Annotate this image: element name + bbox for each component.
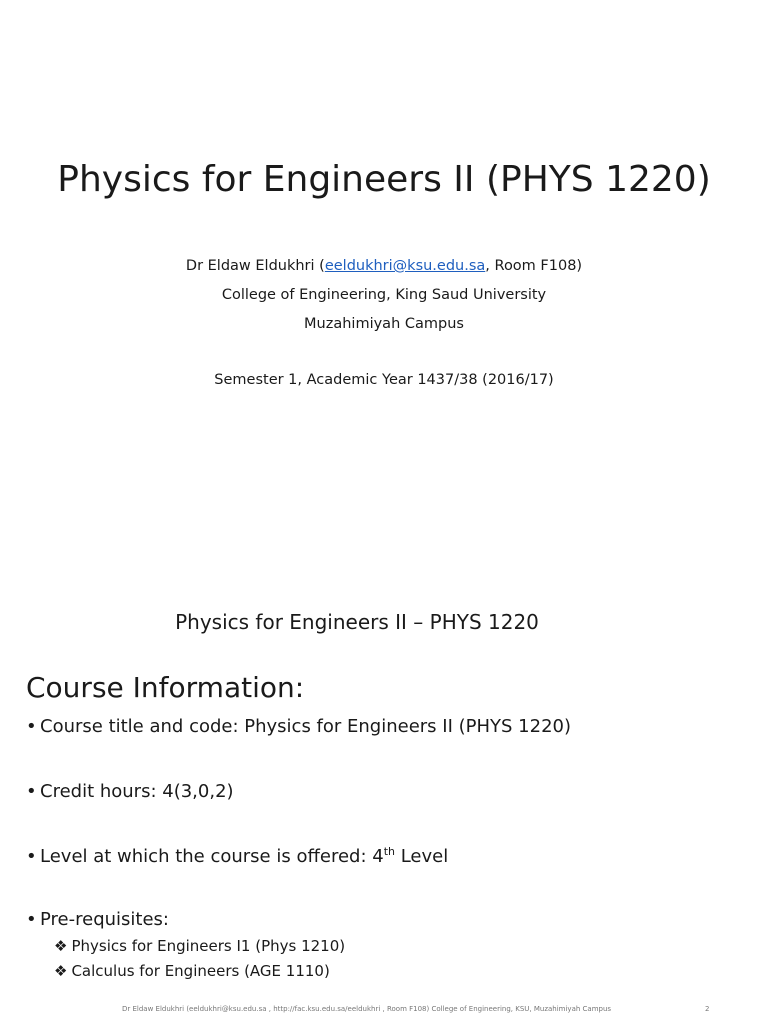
- bullet-dot-icon: •: [26, 781, 37, 802]
- bullet-course-title: [26, 716, 571, 738]
- semester-line: Semester 1, Academic Year 1437/38 (2016/17): [214, 372, 554, 388]
- room-text: , Room F108): [485, 258, 583, 274]
- bullet-level: [26, 845, 448, 868]
- course-info-slide: [0, 580, 768, 1024]
- diamond-bullet-icon: ❖: [54, 962, 68, 980]
- bullet-dot-icon: •: [26, 909, 37, 930]
- bullet-credit-hours: [26, 781, 234, 803]
- prerequisite-item: [54, 962, 330, 980]
- diamond-bullet-icon: ❖: [54, 937, 68, 955]
- bullet-text: Credit hours: 4(3,0,2): [40, 781, 234, 802]
- page-number: 2: [705, 1005, 710, 1013]
- ordinal-suffix: th: [383, 845, 395, 858]
- slide-title: Physics for Engineers II – PHYS 1220: [175, 610, 539, 634]
- prerequisite-text: Physics for Engineers I1 (Phys 1210): [71, 937, 346, 955]
- prerequisite-text: Calculus for Engineers (AGE 1110): [71, 962, 330, 980]
- section-heading: Course Information:: [26, 671, 305, 704]
- bullet-prerequisites: [26, 909, 169, 931]
- college-line: College of Engineering, King Saud University: [221, 287, 547, 303]
- instructor-line: [0, 258, 768, 275]
- instructor-name: Dr Eldaw Eldukhri (: [185, 258, 325, 274]
- slide-title: Physics for Engineers II (PHYS 1220): [57, 159, 711, 200]
- bullet-text: Pre-requisites:: [40, 909, 169, 930]
- campus-line: Muzahimiyah Campus: [304, 316, 464, 332]
- prerequisite-item: [54, 937, 345, 955]
- slide-footer: Dr Eldaw Eldukhri (eeldukhri@ksu.edu.sa , http://fac.ksu.edu.sa/eeldukhri , Room F108) College of Engineering, KSU, Muzahimiyah Campus: [122, 1005, 612, 1013]
- bullet-dot-icon: •: [26, 846, 37, 867]
- level-suffix: Level: [394, 846, 449, 867]
- bullet-dot-icon: •: [26, 716, 37, 737]
- email-link[interactable]: eeldukhri@ksu.edu.sa: [324, 258, 486, 274]
- bullet-text: Course title and code: Physics for Engineers II (PHYS 1220): [40, 716, 572, 737]
- bullet-text: Level at which the course is offered: 4: [40, 846, 384, 867]
